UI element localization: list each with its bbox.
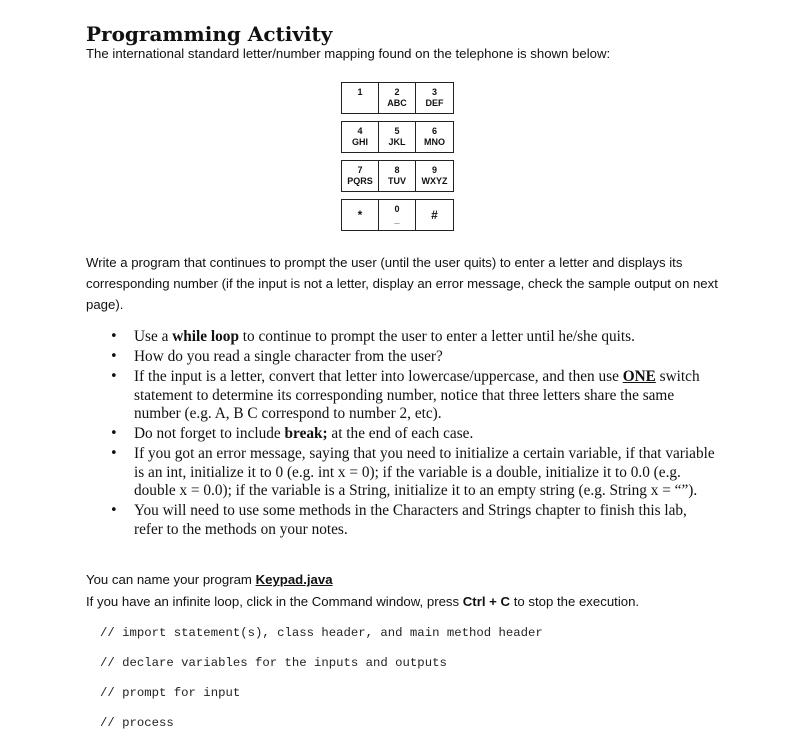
bullet-bold: break;: [284, 425, 328, 442]
key-number: 3: [431, 87, 437, 97]
name-line-text: You can name your program: [86, 572, 256, 587]
key-number: 2: [394, 87, 400, 97]
instructions-paragraph: Write a program that continues to prompt the user (until the user quits) to enter a letter and displays its corresponding number (if the input is not a letter, display an error message, check the sample output on next page).: [86, 255, 718, 312]
tip-text: If you have an infinite loop, click in the Command window, press: [86, 594, 463, 609]
program-file-name: Keypad.java: [255, 572, 333, 587]
key-letters: ABC: [387, 98, 407, 108]
bullet-text: switch statement to determine its corresponding number, notice that three letters share the same number (e.g. A, B C correspond to number 2, etc).: [134, 368, 700, 422]
list-item: [108, 368, 718, 424]
keypad-key-7: [341, 160, 378, 192]
list-item: [108, 425, 718, 444]
key-letters: WXYZ: [421, 176, 448, 186]
key-number: 5: [394, 126, 400, 136]
bullet-bold: while loop: [172, 328, 239, 345]
tip-text: to stop the execution.: [510, 594, 640, 609]
list-item: [108, 348, 718, 367]
requirements-list: [108, 328, 718, 541]
key-ctrl: Ctrl: [462, 594, 486, 609]
key-number: 1: [357, 87, 363, 97]
bullet-text: If you got an error message, saying that you need to initialize a certain variable, if that variable is an int, initialize it to 0 (e.g. int x = 0); if the variable is a double, initialize it to 0.0 (e.g. double x = 0.0); if the variable is a String, initialize it to an empty string (e.g. String x = “”).: [134, 445, 715, 499]
keypad-key-9: [415, 160, 454, 192]
bullet-text: at the end of each case.: [327, 425, 474, 442]
key-number: 7: [357, 165, 363, 175]
keypad-key-hash: [415, 199, 454, 231]
list-item: [108, 445, 718, 501]
key-number: 0: [394, 204, 400, 214]
telephone-keypad: [341, 82, 455, 238]
code-comment: // prompt for input: [100, 686, 241, 700]
bullet-text: Do not forget to include: [134, 425, 285, 442]
keypad-row: [341, 121, 455, 153]
keypad-row: [341, 82, 455, 114]
list-item: [108, 328, 718, 347]
keypad-key-8: [378, 160, 415, 192]
infinite-loop-tip: [86, 594, 639, 609]
bullet-text: If the input is a letter, convert that letter into lowercase/uppercase, and then use: [134, 368, 623, 385]
key-plus: +: [485, 594, 501, 609]
keypad-key-5: [378, 121, 415, 153]
bullet-text: Use a: [134, 328, 173, 345]
key-number: 9: [431, 165, 437, 175]
key-number: #: [431, 208, 438, 222]
key-c: C: [500, 594, 511, 609]
bullet-text: You will need to use some methods in the Characters and Strings chapter to finish this lab, refer to the methods on your notes.: [134, 502, 687, 538]
keypad-key-3: [415, 82, 454, 114]
key-letters: _: [394, 215, 400, 225]
program-name-line: [86, 572, 333, 587]
key-number: 4: [357, 126, 363, 136]
list-item: [108, 502, 718, 539]
intro-text: The international standard letter/number mapping found on the telephone is shown below:: [86, 46, 611, 61]
keypad-key-6: [415, 121, 454, 153]
keypad-row: [341, 160, 455, 192]
key-letters: MNO: [424, 137, 445, 147]
key-letters: GHI: [351, 137, 368, 147]
page-title: Programming Activity: [86, 22, 333, 46]
key-letters: TUV: [388, 176, 406, 186]
code-comment: // process: [100, 716, 174, 730]
keypad-key-4: [341, 121, 378, 153]
key-number: 8: [394, 165, 400, 175]
keypad-row: [341, 199, 455, 231]
keypad-key-star: [341, 199, 378, 231]
key-letters: JKL: [388, 137, 406, 147]
key-number: *: [357, 208, 363, 222]
bullet-text: How do you read a single character from the user?: [134, 348, 443, 365]
keypad-key-1: [341, 82, 378, 114]
keypad-key-2: [378, 82, 415, 114]
key-letters: DEF: [425, 98, 444, 108]
keypad-key-0: [378, 199, 415, 231]
code-comment: // import statement(s), class header, and main method header: [100, 626, 543, 640]
key-letters: PQRS: [347, 176, 373, 186]
bullet-text: to continue to prompt the user to enter a letter until he/she quits.: [238, 328, 635, 345]
bullet-bold-underline: ONE: [622, 368, 656, 385]
code-comment: // declare variables for the inputs and outputs: [100, 656, 447, 670]
key-number: 6: [431, 126, 437, 136]
